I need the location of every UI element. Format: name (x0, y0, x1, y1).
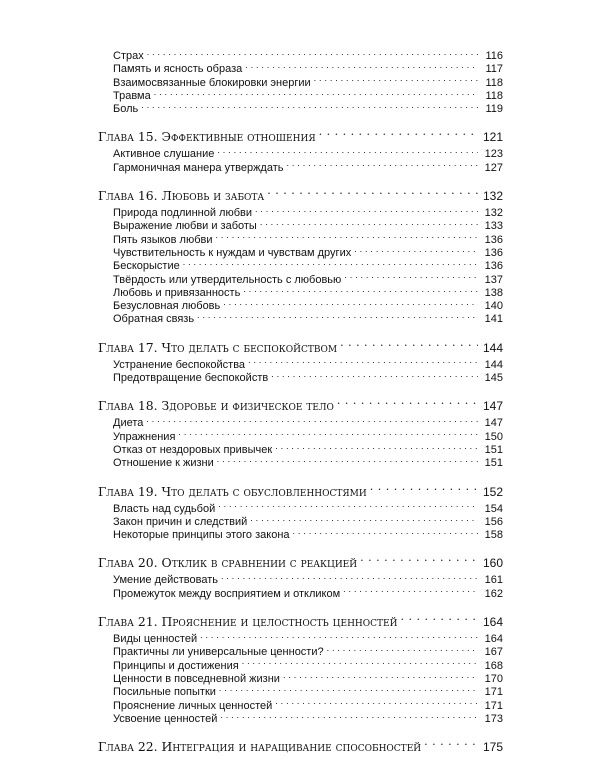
page-number: 140 (484, 300, 503, 313)
toc-entry (98, 698, 503, 711)
toc-entry (98, 160, 503, 173)
entry-title: Взаимосвязанные блокировки энергии (113, 76, 311, 89)
page-number: 136 (484, 260, 503, 273)
entry-title: Твёрдость или утвердительность с любовью (113, 273, 342, 286)
toc-entry (98, 101, 503, 114)
entry-title: Посильные попытки (113, 686, 216, 699)
chapter-heading (98, 128, 503, 146)
dot-leader (275, 698, 478, 709)
page-number: 118 (485, 89, 503, 102)
page-number: 161 (484, 574, 503, 587)
page-number: 117 (485, 63, 503, 76)
dot-leader (337, 398, 478, 410)
toc-entry (98, 146, 503, 159)
page-number: 171 (484, 699, 503, 712)
dot-leader (287, 160, 479, 171)
dot-leader (146, 415, 478, 426)
page-number: 144 (484, 358, 503, 371)
chapter-heading (98, 397, 503, 415)
entry-title: Прояснение личных ценностей (113, 699, 273, 712)
entry-title: Предотвращение беспокойств (113, 372, 269, 385)
page-number: 147 (484, 417, 503, 430)
page-number: 145 (484, 372, 503, 385)
page-number: 132 (482, 189, 503, 204)
chapter-block (98, 187, 503, 325)
entry-title: Активное слушание (113, 148, 215, 161)
entry-title: Глава 21. Прояснение и целостность ценностей (98, 614, 398, 630)
entry-title: Глава 22. Интеграция и наращивание способностей (98, 739, 422, 755)
dot-leader (242, 658, 478, 669)
entry-title: Виды ценностей (113, 633, 198, 646)
entry-title: Отказ от нездоровых привычек (113, 443, 273, 456)
entry-title: Память и ясность образа (113, 63, 243, 76)
toc-entry (98, 48, 503, 61)
toc-entry (98, 272, 503, 285)
dot-leader (248, 357, 478, 368)
dot-leader (147, 48, 478, 59)
dot-leader (293, 527, 478, 538)
toc-entry (98, 684, 503, 697)
toc-entry (98, 61, 503, 74)
entry-title: Безусловная любовь (113, 300, 221, 313)
table-of-contents (98, 48, 503, 770)
dot-leader (340, 339, 478, 351)
page-number: 151 (484, 457, 503, 470)
toc-entry (98, 218, 503, 231)
page-number: 123 (484, 148, 503, 161)
page-number: 171 (484, 686, 503, 699)
page-number: 162 (484, 587, 503, 600)
page-number: 121 (482, 130, 503, 145)
dot-leader (271, 370, 478, 381)
entry-title: Промежуток между восприятием и откликом (113, 587, 341, 600)
toc-entry (98, 258, 503, 271)
chapter-block (98, 128, 503, 173)
page-number: 151 (484, 443, 503, 456)
toc-entry (98, 370, 503, 383)
chapter-block (98, 738, 503, 756)
entry-title: Закон причин и следствий (113, 515, 248, 528)
entry-title: Чувствительность к нуждам и чувствам других (113, 246, 352, 259)
entry-title: Некоторые принципы этого закона (113, 529, 290, 542)
page-number: 137 (484, 273, 503, 286)
entry-title: Упражнения (113, 430, 176, 443)
entry-title: Глава 19. Что делать с обусловленностями (98, 483, 367, 499)
toc-entry (98, 644, 503, 657)
entry-title: Гармоничная манера утверждать (113, 161, 284, 174)
dot-leader (343, 586, 478, 597)
chapter-block (98, 397, 503, 468)
page-number: 119 (485, 103, 503, 116)
entry-title: Принципы и достижения (113, 659, 239, 672)
page-number: 147 (482, 399, 503, 414)
page-number: 156 (484, 515, 503, 528)
toc-entry (98, 311, 503, 324)
page-number: 127 (484, 161, 503, 174)
entry-title: Глава 20. Отклик в сравнении с реакцией (98, 555, 358, 571)
dot-leader (221, 572, 478, 583)
toc-entry (98, 429, 503, 442)
dot-leader (220, 711, 478, 722)
entry-title: Любовь и привязанность (113, 286, 241, 299)
dot-leader (219, 684, 478, 695)
entry-title: Устранение беспокойства (113, 358, 246, 371)
entry-title: Природа подлинной любви (113, 207, 252, 220)
toc-entry (98, 501, 503, 514)
page-number: 158 (484, 529, 503, 542)
page-number: 154 (484, 502, 503, 515)
dot-leader (217, 146, 478, 157)
dot-leader (327, 644, 478, 655)
page-number: 167 (484, 646, 503, 659)
dot-leader (243, 285, 478, 296)
continued-section (98, 48, 503, 114)
toc-entry (98, 514, 503, 527)
chapter-heading (98, 738, 503, 756)
dot-leader (250, 514, 478, 525)
entry-title: Усвоение ценностей (113, 712, 218, 725)
entry-title: Выражение любви и заботы (113, 220, 257, 233)
chapter-heading (98, 187, 503, 205)
dot-leader (267, 188, 478, 200)
entry-title: Глава 18. Здоровье и физическое тело (98, 398, 334, 414)
toc-entry (98, 586, 503, 599)
toc-entry (98, 442, 503, 455)
toc-entry (98, 455, 503, 468)
page-number: 132 (484, 207, 503, 220)
page-number: 118 (485, 76, 503, 89)
toc-entry (98, 527, 503, 540)
entry-title: Отношение к жизни (113, 457, 214, 470)
toc-entry (98, 415, 503, 428)
toc-entry (98, 232, 503, 245)
dot-leader (400, 614, 478, 626)
chapter-list (98, 128, 503, 756)
dot-leader (370, 483, 478, 495)
entry-title: Бескорыстие (113, 260, 180, 273)
toc-entry (98, 298, 503, 311)
entry-title: Глава 15. Эффективные отношения (98, 129, 316, 145)
toc-entry (98, 711, 503, 724)
dot-leader (223, 298, 478, 309)
page-number: 133 (484, 220, 503, 233)
entry-title: Боль (113, 103, 139, 116)
chapter-block (98, 613, 503, 724)
chapter-heading (98, 613, 503, 631)
dot-leader (314, 75, 478, 86)
entry-title: Травма (113, 89, 151, 102)
dot-leader (354, 245, 478, 256)
entry-title: Умение действовать (113, 574, 218, 587)
entry-title: Диета (113, 417, 144, 430)
page-number: 170 (484, 672, 503, 685)
chapter-heading (98, 339, 503, 357)
toc-entry (98, 572, 503, 585)
toc-entry (98, 357, 503, 370)
page-number: 150 (484, 430, 503, 443)
page-number: 168 (484, 659, 503, 672)
toc-entry (98, 285, 503, 298)
page-number: 173 (484, 712, 503, 725)
dot-leader (178, 429, 478, 440)
page-number: 160 (482, 556, 503, 571)
chapter-block (98, 483, 503, 541)
dot-leader (424, 739, 478, 751)
dot-leader (217, 455, 478, 466)
toc-entry (98, 88, 503, 101)
dot-leader (275, 442, 478, 453)
chapter-block (98, 554, 503, 599)
dot-leader (360, 555, 478, 567)
dot-leader (245, 61, 478, 72)
toc-entry (98, 205, 503, 218)
page-number: 141 (484, 313, 503, 326)
page-number: 138 (484, 286, 503, 299)
dot-leader (319, 129, 478, 141)
entry-title: Власть над судьбой (113, 502, 216, 515)
toc-entry (98, 75, 503, 88)
toc-entry (98, 658, 503, 671)
page-number: 116 (485, 50, 503, 62)
toc-entry (98, 631, 503, 644)
dot-leader (183, 258, 478, 269)
entry-title: Пять языков любви (113, 233, 213, 246)
page-number: 136 (484, 233, 503, 246)
page-number: 152 (482, 484, 503, 499)
dot-leader (154, 88, 478, 99)
page-number: 164 (484, 633, 503, 646)
dot-leader (200, 631, 478, 642)
dot-leader (197, 311, 478, 322)
chapter-heading (98, 554, 503, 572)
page-number: 175 (482, 740, 503, 755)
entry-title: Обратная связь (113, 313, 195, 326)
dot-leader (283, 671, 478, 682)
toc-entry (98, 671, 503, 684)
dot-leader (255, 205, 478, 216)
toc-entry (98, 245, 503, 258)
dot-leader (218, 501, 478, 512)
dot-leader (216, 232, 478, 243)
entry-title: Глава 17. Что делать с беспокойством (98, 339, 338, 355)
entry-title: Страх (113, 50, 144, 62)
dot-leader (141, 101, 478, 112)
entry-title: Ценности в повседневной жизни (113, 672, 280, 685)
page-number: 164 (482, 615, 503, 630)
page-number: 136 (484, 246, 503, 259)
chapter-heading (98, 483, 503, 501)
chapter-block (98, 339, 503, 384)
dot-leader (344, 272, 478, 283)
dot-leader (260, 218, 478, 229)
entry-title: Практичны ли универсальные ценности? (113, 646, 324, 659)
page-number: 144 (482, 340, 503, 355)
entry-title: Глава 16. Любовь и забота (98, 188, 265, 204)
